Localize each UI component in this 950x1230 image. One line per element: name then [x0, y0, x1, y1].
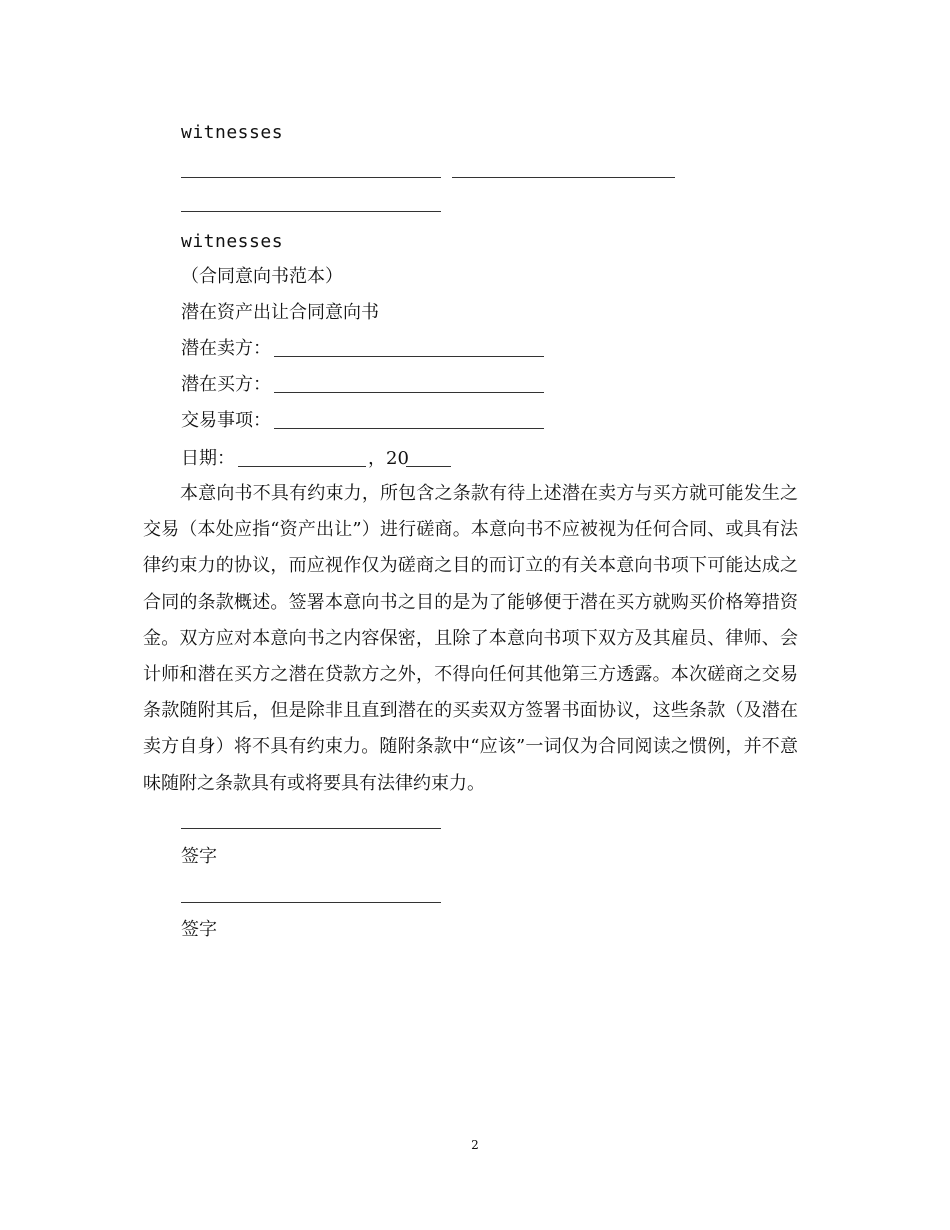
buyer-blank	[274, 392, 544, 393]
witnesses-label: witnesses	[181, 122, 284, 143]
date-year-prefix: 20	[386, 448, 409, 469]
date-separator: ，	[368, 448, 386, 469]
body-paragraph: 本意向书不具有约束力，所包含之条款有待上述潜在卖方与买方就可能发生之交易（本处应指“资产出让”）进行磋商。本意向书不应被视为任何合同、或具有法律约束力的协议，而应视作仅为磋商之目的而订立的有关本意向书项下可能达成之合同的条款概述。签署本意向书之目的是为了能够便于潜在买方就购买价格筹措资金。双方应对本意向书之内容保密，且除了本意向书项下双方及其雇员、律师、会计师和潜在买方之潜在贷款方之外，不得向任何其他第三方透露。本次磋商之交易条款随附其后，但是除非且直到潜在的买卖双方签署书面协议，这些条款（及潜在卖方自身）将不具有约束力。随附条款中“应该”一词仅为合同阅读之惯例，并不意味随附之条款具有或将要具有法律约束力。	[143, 483, 798, 794]
witness-signature-line	[452, 177, 675, 178]
document-title: 潜在资产出让合同意向书	[181, 302, 379, 323]
matter-label: 交易事项：	[181, 410, 271, 431]
buyer-label: 潜在买方：	[181, 374, 271, 395]
signature-line	[181, 902, 441, 903]
seller-label: 潜在卖方：	[181, 338, 271, 359]
signature-label: 签字	[181, 919, 217, 940]
signature-line	[181, 828, 441, 829]
witnesses-label: witnesses	[181, 231, 284, 252]
date-label: 日期：	[181, 448, 235, 469]
date-day-blank	[238, 466, 366, 467]
witness-signature-line	[181, 177, 441, 178]
witness-signature-line	[181, 211, 441, 212]
template-name: （合同意向书范本）	[181, 266, 343, 287]
matter-blank	[274, 428, 544, 429]
seller-blank	[274, 356, 544, 357]
signature-label: 签字	[181, 846, 217, 867]
date-year-blank	[406, 466, 451, 467]
page-number: 2	[471, 1138, 479, 1152]
